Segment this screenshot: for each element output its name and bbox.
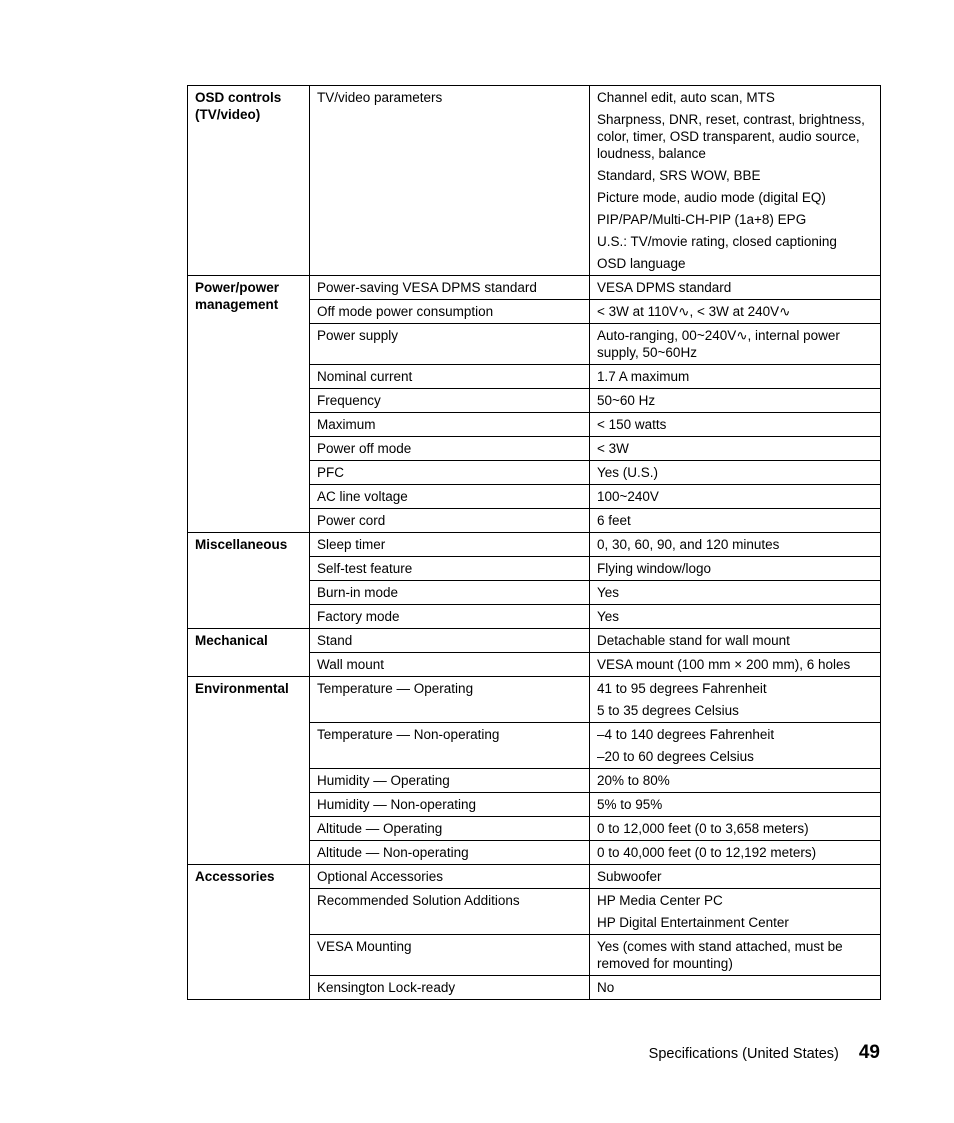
parameter-cell: AC line voltage [310, 485, 590, 509]
value-line: Yes [597, 585, 620, 600]
value-line: Sharpness, DNR, reset, contrast, brightness, color, timer, OSD transparent, audio source, loudness, balance [597, 112, 865, 161]
value-cell [590, 485, 881, 509]
parameter-cell: VESA Mounting [310, 935, 590, 976]
parameter-cell: Power off mode [310, 437, 590, 461]
value-line: 41 to 95 degrees Fahrenheit [597, 681, 767, 696]
value-line: Subwoofer [597, 869, 662, 884]
value-line: HP Media Center PC [597, 893, 723, 908]
category-cell: Miscellaneous [188, 533, 310, 629]
spec-table-body [188, 86, 881, 1000]
page-footer [649, 1042, 880, 1064]
value-cell [590, 889, 881, 935]
value-line: 0 to 12,000 feet (0 to 3,658 meters) [597, 821, 809, 836]
parameter-cell: Power supply [310, 324, 590, 365]
value-line: –4 to 140 degrees Fahrenheit [597, 727, 775, 742]
value-cell [590, 437, 881, 461]
parameter-cell: Maximum [310, 413, 590, 437]
table-row [188, 533, 881, 557]
parameter-cell: Stand [310, 629, 590, 653]
value-line: Auto-ranging, 00~240V∿, internal power supply, 50~60Hz [597, 328, 840, 360]
parameter-cell: Factory mode [310, 605, 590, 629]
category-cell: Mechanical [188, 629, 310, 677]
value-line: Picture mode, audio mode (digital EQ) [597, 190, 826, 205]
category-cell: Environmental [188, 677, 310, 865]
parameter-cell: Self-test feature [310, 557, 590, 581]
parameter-cell: Humidity — Operating [310, 769, 590, 793]
value-line: < 150 watts [597, 417, 667, 432]
value-line: Yes [597, 609, 620, 624]
parameter-cell: PFC [310, 461, 590, 485]
value-cell [590, 769, 881, 793]
value-cell [590, 841, 881, 865]
category-cell: Accessories [188, 865, 310, 1000]
parameter-cell: Temperature — Operating [310, 677, 590, 723]
value-cell [590, 605, 881, 629]
value-line: –20 to 60 degrees Celsius [597, 749, 754, 764]
value-line: 20% to 80% [597, 773, 670, 788]
table-row [188, 276, 881, 300]
value-cell [590, 629, 881, 653]
value-cell [590, 509, 881, 533]
value-line: 5% to 95% [597, 797, 663, 812]
parameter-cell: Kensington Lock-ready [310, 976, 590, 1000]
value-cell [590, 413, 881, 437]
value-line: < 3W at 110V∿, < 3W at 240V∿ [597, 304, 791, 319]
value-line: Yes (comes with stand attached, must be removed for mounting) [597, 939, 843, 971]
table-row [188, 86, 881, 276]
value-line: No [597, 980, 615, 995]
category-cell: OSD controls (TV/video) [188, 86, 310, 276]
value-cell [590, 653, 881, 677]
parameter-cell: Sleep timer [310, 533, 590, 557]
parameter-cell: Humidity — Non-operating [310, 793, 590, 817]
parameter-cell: Power cord [310, 509, 590, 533]
value-cell [590, 461, 881, 485]
value-line: U.S.: TV/movie rating, closed captioning [597, 234, 837, 249]
value-line: OSD language [597, 256, 686, 271]
parameter-cell: Frequency [310, 389, 590, 413]
parameter-cell: Power-saving VESA DPMS standard [310, 276, 590, 300]
value-line: PIP/PAP/Multi-CH-PIP (1a+8) EPG [597, 212, 807, 227]
value-line: < 3W [597, 441, 629, 456]
value-line: 0, 30, 60, 90, and 120 minutes [597, 537, 780, 552]
value-line: Standard, SRS WOW, BBE [597, 168, 761, 183]
value-line: 5 to 35 degrees Celsius [597, 703, 739, 718]
value-cell [590, 677, 881, 723]
parameter-cell: Altitude — Operating [310, 817, 590, 841]
parameter-cell: Optional Accessories [310, 865, 590, 889]
value-cell [590, 935, 881, 976]
value-line: Detachable stand for wall mount [597, 633, 790, 648]
value-cell [590, 324, 881, 365]
value-cell [590, 723, 881, 769]
parameter-cell: Temperature — Non-operating [310, 723, 590, 769]
value-cell [590, 557, 881, 581]
parameter-cell: Burn-in mode [310, 581, 590, 605]
value-line: HP Digital Entertainment Center [597, 915, 789, 930]
value-line: 50~60 Hz [597, 393, 656, 408]
value-line: 100~240V [597, 489, 659, 504]
value-cell [590, 817, 881, 841]
table-row [188, 629, 881, 653]
value-cell [590, 793, 881, 817]
value-cell [590, 389, 881, 413]
category-cell: Power/power management [188, 276, 310, 533]
parameter-cell: Off mode power consumption [310, 300, 590, 324]
value-cell [590, 533, 881, 557]
value-cell [590, 581, 881, 605]
value-line: Flying window/logo [597, 561, 712, 576]
parameter-cell: Nominal current [310, 365, 590, 389]
page-number: 49 [858, 1042, 880, 1063]
value-line: Channel edit, auto scan, MTS [597, 90, 775, 105]
value-cell [590, 976, 881, 1000]
value-line: Yes (U.S.) [597, 465, 659, 480]
value-line: 1.7 A maximum [597, 369, 690, 384]
value-cell [590, 276, 881, 300]
value-line: 6 feet [597, 513, 631, 528]
parameter-cell: TV/video parameters [310, 86, 590, 276]
spec-table [187, 85, 881, 1000]
value-cell [590, 865, 881, 889]
parameter-cell: Altitude — Non-operating [310, 841, 590, 865]
table-row [188, 865, 881, 889]
parameter-cell: Wall mount [310, 653, 590, 677]
value-line: VESA mount (100 mm × 200 mm), 6 holes [597, 657, 851, 672]
table-row [188, 677, 881, 723]
value-cell [590, 300, 881, 324]
value-line: 0 to 40,000 feet (0 to 12,192 meters) [597, 845, 817, 860]
value-cell [590, 365, 881, 389]
value-cell [590, 86, 881, 276]
parameter-cell: Recommended Solution Additions [310, 889, 590, 935]
value-line: VESA DPMS standard [597, 280, 732, 295]
footer-title: Specifications (United States) [648, 1046, 839, 1062]
